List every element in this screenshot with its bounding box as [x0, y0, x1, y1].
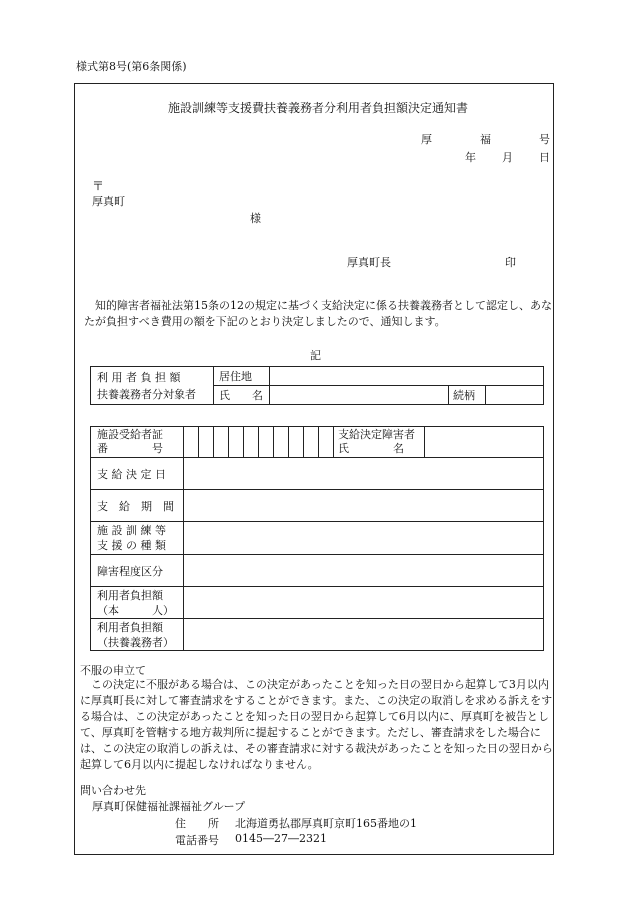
contact-heading: 問い合わせ先 [80, 784, 146, 797]
disability-grade-label: 障害程度区分 [91, 555, 184, 587]
appeal-body: この決定に不服がある場合は、この決定があったことを知った日の翌日から起算して3月以内に厚真町長に対して審査請求をすることができます。また、この決定の取消しを求める訴えをする場合は、この決定があったことを知った日の翌日から起算して6月以内に、厚真町を被告として、厚真町を管轄する地方裁判所に提起することができます。ただし、審査請求をした場合には、この決定の取消しの訴えは、その審査請求に対する裁決があったことを知った日の翌日から起算して6月以内に提起しなければなりません。 [80, 678, 553, 771]
burden-self-label [91, 587, 184, 619]
cert-digit-box [214, 427, 229, 458]
burden-self-value [184, 587, 544, 619]
decision-date-value [184, 458, 544, 490]
cert-number-label-line2: 番 号 [97, 442, 163, 455]
residence-value [270, 367, 544, 386]
contact-phone-label: 電話番号 [175, 834, 219, 847]
support-type-label [91, 522, 184, 555]
period-label: 支 給 期 間 [91, 490, 184, 522]
cert-digit-box [289, 427, 304, 458]
burden-family-label-line1: 利用者負担額 [97, 620, 163, 634]
support-type-label-line1: 施 設 訓 練 等 [97, 524, 166, 537]
date-day: 日 [539, 151, 550, 164]
issuer-title: 厚真町長 [347, 256, 391, 269]
decided-person-label-line2: 氏 名 [338, 442, 404, 455]
decided-person-label [334, 427, 425, 458]
relation-value [486, 386, 544, 405]
support-type-label-line2: 支 援 の 種 類 [97, 539, 166, 552]
relation-label: 続柄 [449, 386, 486, 405]
recipient-town: 厚真町 [92, 195, 125, 208]
cert-digit-box [229, 427, 244, 458]
name-value [270, 386, 449, 405]
cert-digit-box [244, 427, 259, 458]
contact-department: 厚真町保健福祉課福祉グループ [92, 800, 246, 813]
support-type-value [184, 522, 544, 555]
cert-digit-box [274, 427, 289, 458]
decided-person-label-line1: 支給決定障害者 [338, 428, 415, 441]
cert-digit-box [304, 427, 319, 458]
cert-digit-box [259, 427, 274, 458]
target-label-line2: 扶養義務者分対象者 [97, 387, 196, 401]
burden-self-label-line2: （本 人） [97, 603, 174, 617]
target-label-cell [91, 367, 214, 405]
burden-family-label [91, 619, 184, 651]
recipient-honorific: 様 [250, 212, 261, 225]
name-label: 氏 名 [214, 386, 270, 405]
contact-address: 北海道勇払郡厚真町京町165番地の1 [235, 817, 417, 830]
cert-digit-box [319, 427, 334, 458]
period-value [184, 490, 544, 522]
doc-no-char-1: 厚 [421, 133, 432, 146]
appeal-heading: 不服の申立て [80, 664, 146, 677]
doc-no-char-3: 号 [539, 133, 550, 146]
target-label-line1: 利 用 者 負 担 額 [97, 370, 181, 384]
disability-grade-value [184, 555, 544, 587]
document-title: 施設訓練等支援費扶養義務者分利用者負担額決定通知書 [168, 101, 469, 115]
burden-target-table [90, 366, 544, 405]
form-number: 様式第8号(第6条関係) [76, 60, 187, 73]
residence-label: 居住地 [214, 367, 270, 386]
postal-mark: 〒 [92, 179, 105, 193]
cert-digit-box [184, 427, 199, 458]
decision-details-table [90, 426, 544, 651]
ki-mark: 記 [310, 349, 321, 362]
seal-mark: 印 [505, 256, 516, 269]
decision-date-label: 支 給 決 定 日 [91, 458, 184, 490]
date-year: 年 [465, 151, 476, 164]
cert-number-label [91, 427, 184, 458]
cert-number-label-line1: 施設受給者証 [97, 428, 163, 441]
date-month: 月 [502, 151, 513, 164]
burden-family-label-line2: （扶養義務者） [97, 635, 174, 649]
cert-digit-box [199, 427, 214, 458]
contact-phone: 0145―27―2321 [235, 832, 327, 845]
decided-person-value [425, 427, 544, 458]
burden-self-label-line1: 利用者負担額 [97, 588, 163, 602]
contact-address-label: 住 所 [175, 817, 219, 830]
doc-no-char-2: 福 [480, 133, 491, 146]
intro-text: 知的障害者福祉法第15条の12の規定に基づく支給決定に係る扶養義務者として認定し、あなたが負担すべき費用の額を下記のとおり決定しましたので、通知します。 [84, 299, 552, 328]
burden-family-value [184, 619, 544, 651]
